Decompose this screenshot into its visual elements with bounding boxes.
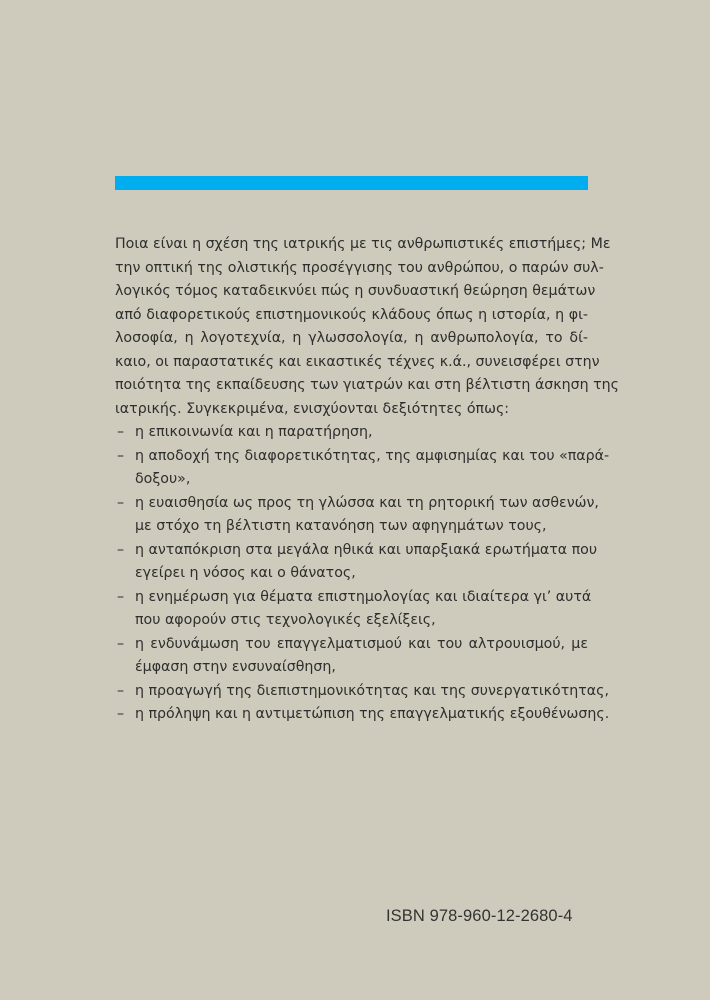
intro-line: λογικός τόμος καταδεικνύει πώς η συνδυαστική θεώρηση θεμάτων [115,283,596,299]
list-item [115,633,588,680]
back-cover-description [115,233,619,727]
intro-line: την οπτική της ολιστικής προσέγγισης του ανθρώπου, ο παρών συλ- [115,259,604,276]
list-item-line: δοξου», [135,471,191,487]
list-item-line: η προαγωγή της διεπιστημονικότητας και της συνεργατικότητας, [135,682,609,699]
list-item-line: έμφαση στην ενσυναίσθηση, [135,659,336,675]
bullet-dash: – [117,494,125,511]
list-item-line: που αφορούν στις τεχνολογικές εξελίξεις, [135,612,436,628]
isbn: ISBN 978-960-12-2680-4 [386,907,573,925]
intro-line: ιατρικής. Συγκεκριμένα, ενισχύονται δεξιότητες όπως: [115,400,510,417]
bullet-dash: – [117,588,125,605]
list-item-line: η ανταπόκριση στα μεγάλα ηθικά και υπαρξιακά ερωτήματα που [135,541,598,558]
intro-line: από διαφορετικούς επιστημονικούς κλάδους όπως η ιστορία, η φι- [115,306,588,323]
list-item [115,680,609,704]
list-item-line: η ενδυνάμωση του επαγγελματισμού και του αλτρουισμού, με [135,635,588,652]
skills-list [115,421,610,727]
list-item [115,445,610,492]
intro-line: ποιότητα της εκπαίδευσης των γιατρών και στη βέλτιστη άσκηση της [115,377,619,393]
list-item-line: η ευαισθησία ως προς τη γλώσσα και τη ρητορική των ασθενών, [135,494,599,511]
accent-bar [115,176,588,190]
intro-paragraph [115,233,619,421]
list-item-line: η αποδοχή της διαφορετικότητας, της αμφισημίας και του «παρά- [135,447,610,464]
list-item-line: η επικοινωνία και η παρατήρηση, [135,424,373,440]
bullet-dash: – [117,635,125,652]
bullet-dash: – [117,424,125,440]
list-item [115,539,598,586]
list-item [115,586,592,633]
list-item [115,421,588,445]
intro-line: καιο, οι παραστατικές και εικαστικές τέχνες κ.ά., συνεισφέρει στην [115,353,600,370]
list-item-line: εγείρει η νόσος και ο θάνατος, [135,565,356,581]
list-item-line: η πρόληψη και η αντιμετώπιση της επαγγελματικής εξουθένωσης. [135,706,610,722]
list-item [115,492,599,539]
bullet-dash: – [117,541,125,558]
bullet-dash: – [117,682,125,699]
intro-line: λοσοφία, η λογοτεχνία, η γλωσσολογία, η ανθρωπολογία, το δί- [115,330,588,346]
list-item [115,703,610,727]
intro-line: Ποια είναι η σχέση της ιατρικής με τις ανθρωπιστικές επιστήμες; Με [115,236,611,252]
bullet-dash: – [117,706,125,722]
bullet-dash: – [117,447,125,464]
list-item-line: με στόχο τη βέλτιστη κατανόηση των αφηγημάτων τους, [135,518,547,534]
list-item-line: η ενημέρωση για θέματα επιστημολογίας και ιδιαίτερα γι’ αυτά [135,588,592,605]
